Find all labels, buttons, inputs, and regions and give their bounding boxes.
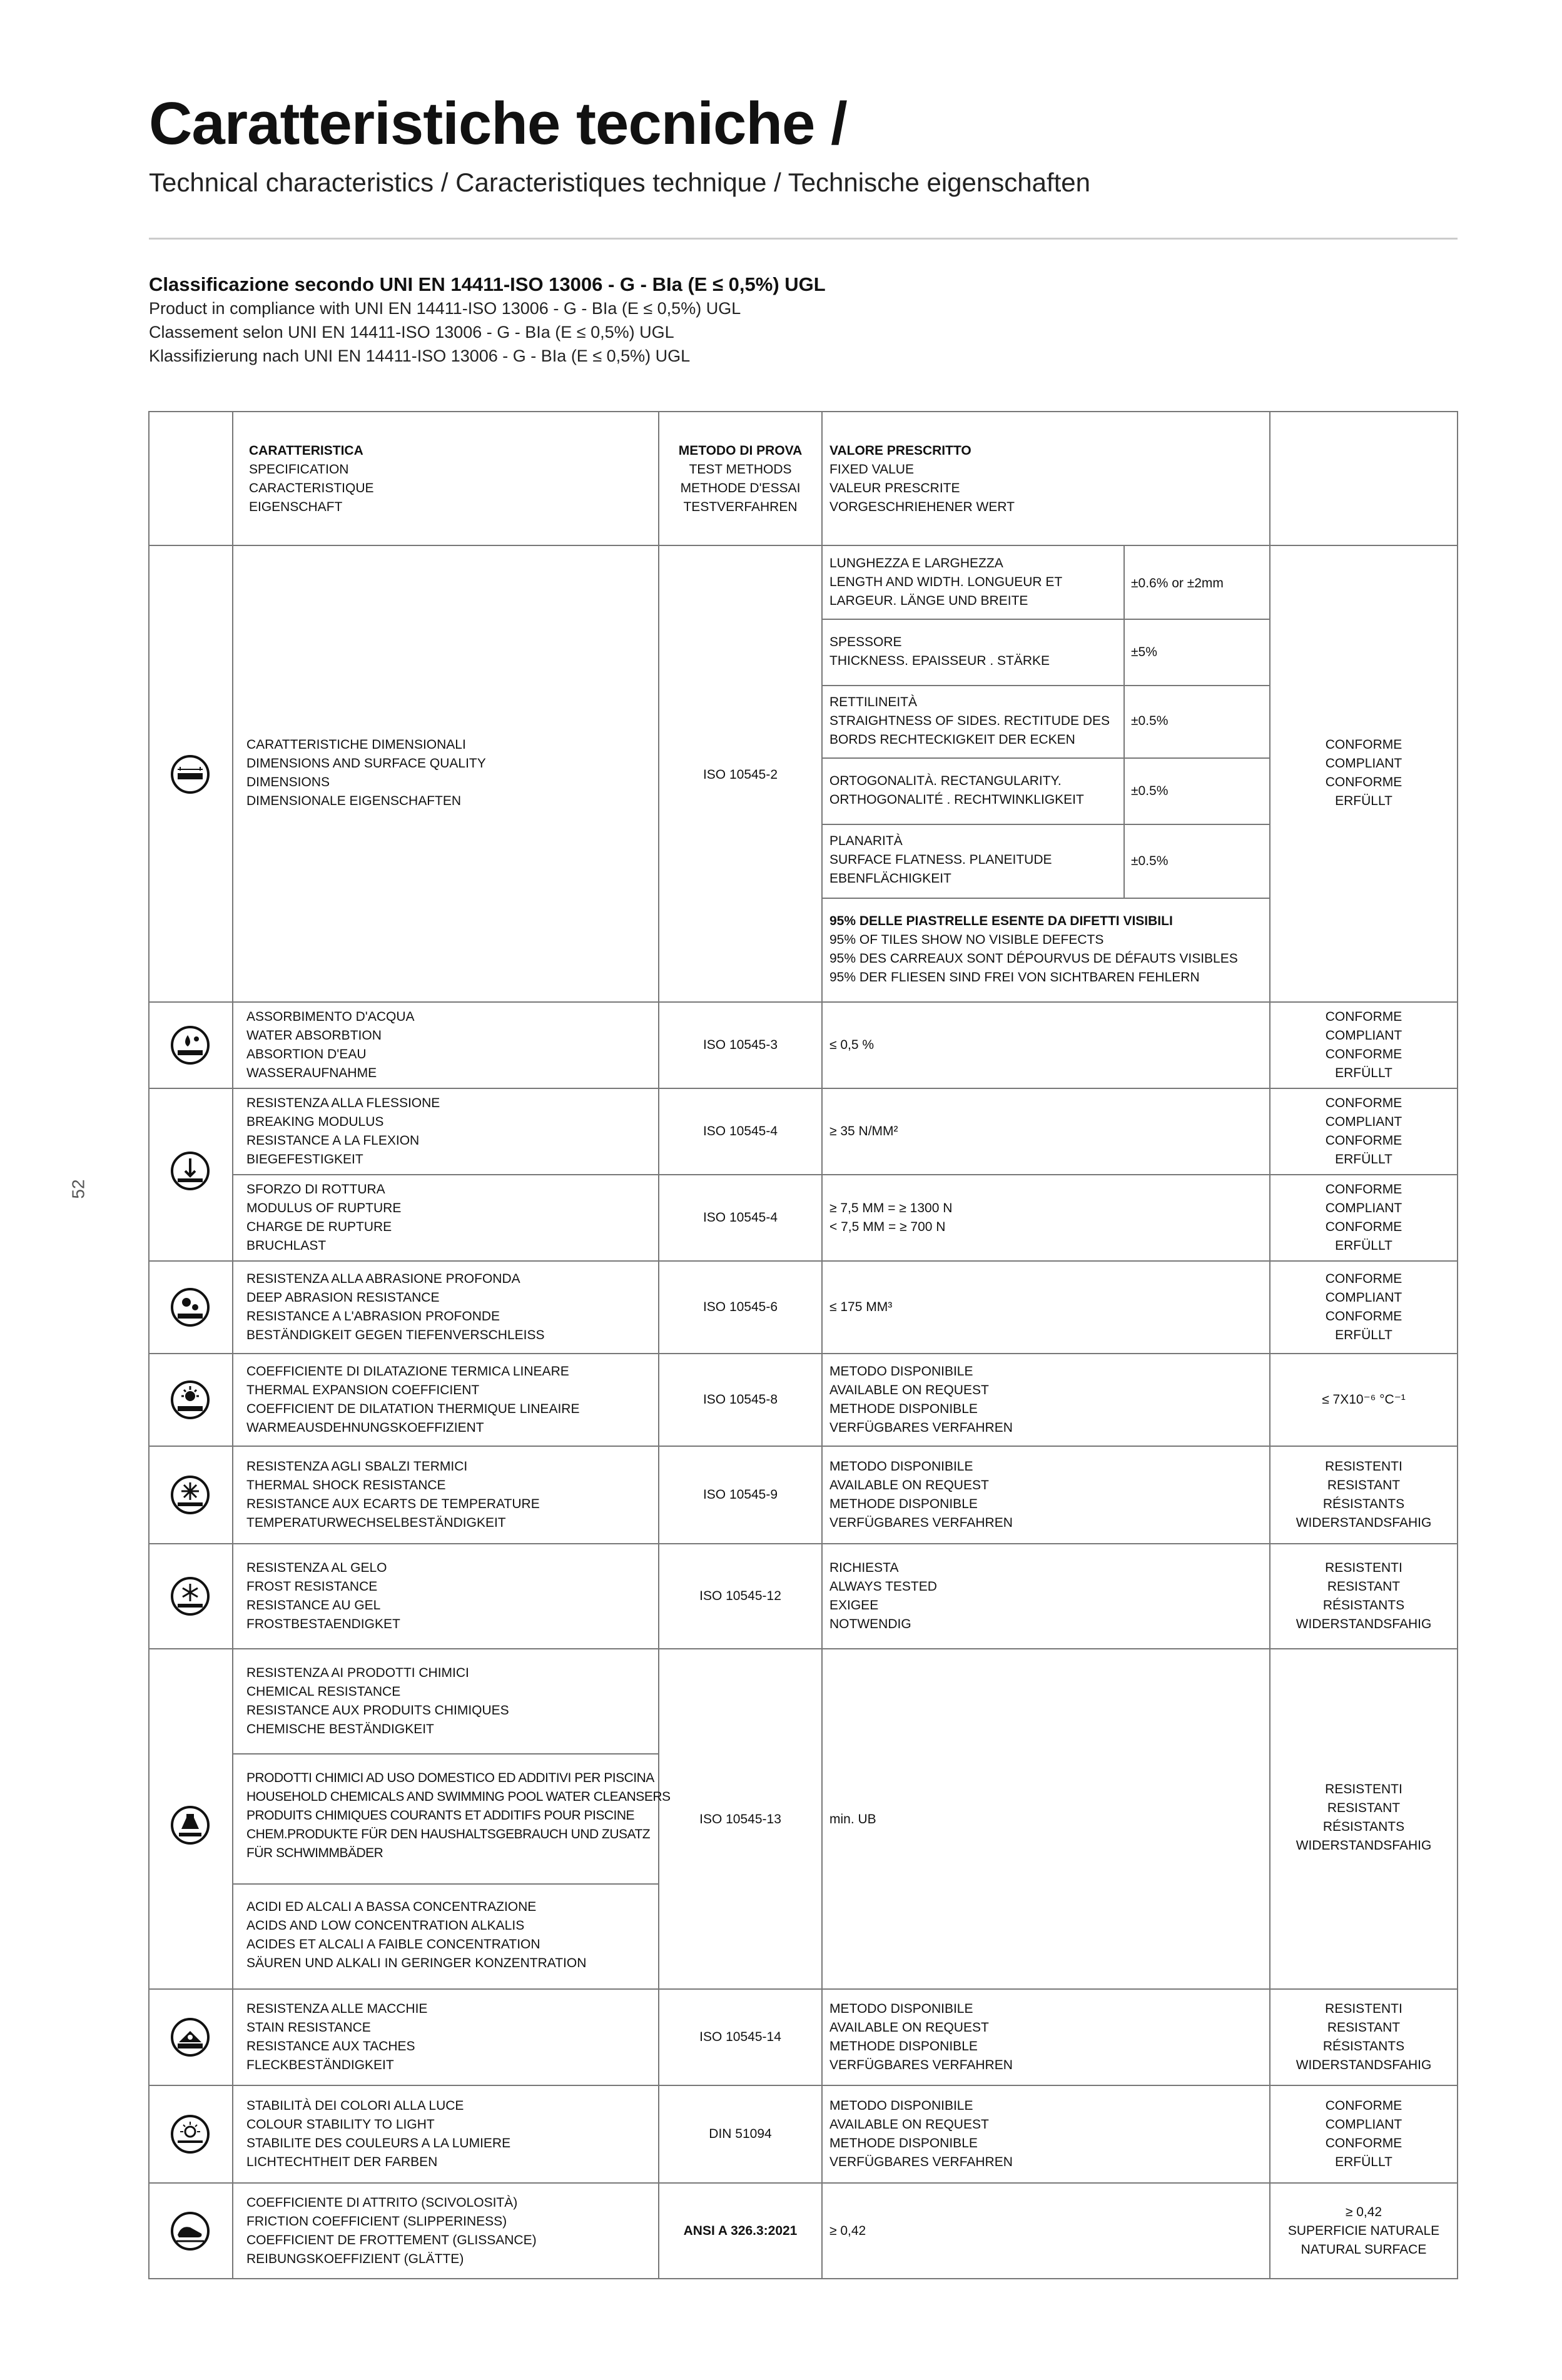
spec-line: PRODOTTI CHIMICI AD USO DOMESTICO ED ADDITIVI PER PISCINA — [246, 1771, 654, 1785]
row-spec-line: MODULUS OF RUPTURE — [246, 1201, 402, 1215]
row-method: ISO 10545-4 — [702, 1210, 778, 1225]
chemical-block-1 — [246, 1664, 509, 1739]
row-value — [829, 1122, 898, 1141]
chemical-flask-icon — [170, 1805, 210, 1845]
row-result-line: ERFÜLLT — [1335, 2155, 1392, 2169]
row-value-line: METHODE DISPONIBLE — [829, 2039, 978, 2053]
row-spec-line: RESISTANCE AUX ECARTS DE TEMPERATURE — [246, 1497, 540, 1511]
row-result — [1270, 2203, 1458, 2259]
row-value-line: AVAILABLE ON REQUEST — [829, 2117, 989, 2132]
row-spec-line: WATER ABSORBTION — [246, 1028, 382, 1043]
subrow-flatness-value: ±0.5% — [1131, 854, 1169, 868]
row-result-line: ERFÜLLT — [1335, 1238, 1392, 1253]
row-result-line: CONFORME — [1325, 1309, 1402, 1324]
dimensional-spec — [246, 736, 486, 811]
defects-line: 95% DER FLIESEN SIND FREI VON SICHTBAREN FEHLERN — [829, 970, 1200, 985]
defects-line: 95% DES CARREAUX SONT DÉPOURVUS DE DÉFAUTS VISIBLES — [829, 951, 1238, 966]
row-value-line: METODO DISPONIBILE — [829, 2099, 973, 2113]
row-spec-line: RESISTANCE AU GEL — [246, 1598, 381, 1613]
row-result-line: SUPERFICIE NATURALE — [1287, 2223, 1440, 2238]
label-line: ORTHOGONALITÉ . RECHTWINKLIGKEIT — [829, 792, 1084, 807]
header-method-label: METHODE D'ESSAI — [680, 481, 801, 495]
row-value-line: METODO DISPONIBILE — [829, 1364, 973, 1379]
row-result-line: COMPLIANT — [1325, 1115, 1402, 1129]
row-spec-line: FROSTBESTAENDIGKET — [246, 1617, 400, 1631]
result-line: RESISTANT — [1327, 1801, 1401, 1815]
row-result-line: CONFORME — [1325, 1133, 1402, 1148]
row-spec-line: FROST RESISTANCE — [246, 1579, 378, 1594]
spec-line: PRODUITS CHIMIQUES COURANTS ET ADDITIFS POUR PISCINE — [246, 1808, 635, 1823]
row-spec-line: RESISTANCE A L'ABRASION PROFONDE — [246, 1309, 500, 1324]
row-result — [1270, 2097, 1458, 2172]
row-spec-line: RESISTENZA ALLA FLESSIONE — [246, 1096, 440, 1110]
header-method-label: TEST METHODS — [689, 462, 792, 477]
row-value-line: AVAILABLE ON REQUEST — [829, 2020, 989, 2035]
subrow-straightness-value: ±0.5% — [1131, 714, 1169, 728]
row-value-line: AVAILABLE ON REQUEST — [829, 1478, 989, 1492]
row-value — [829, 1457, 1013, 1532]
row-value-line: METHODE DISPONIBLE — [829, 1497, 978, 1511]
water-drops-icon — [170, 1025, 210, 1065]
row-spec-line: LICHTECHTHEIT DER FARBEN — [246, 2155, 438, 2169]
label-line: PLANARITÀ — [829, 834, 903, 848]
subrow-thickness-value: ±5% — [1131, 645, 1157, 659]
result-line: WIDERSTANDSFAHIG — [1296, 1838, 1432, 1853]
row-method: ISO 10545-4 — [702, 1124, 778, 1138]
row-value-line: METHODE DISPONIBLE — [829, 1402, 978, 1416]
row-result-line: WIDERSTANDSFAHIG — [1296, 1516, 1432, 1530]
row-result-line: COMPLIANT — [1325, 1201, 1402, 1215]
row-spec — [246, 2194, 537, 2269]
row-value — [829, 2097, 1013, 2172]
row-result — [1270, 1094, 1458, 1169]
row-value-line: VERFÜGBARES VERFAHREN — [829, 2058, 1013, 2072]
row-spec-line: ASSORBIMENTO D'ACQUA — [246, 1010, 415, 1024]
row-result-line: ≤ 7X10⁻⁶ °C⁻¹ — [1322, 1392, 1406, 1407]
row-spec-line: RESISTENZA ALLE MACCHIE — [246, 2002, 428, 2016]
thermal-sun-icon — [170, 1380, 210, 1420]
row-spec-line: RESISTENZA AL GELO — [246, 1561, 387, 1575]
row-result — [1270, 1457, 1458, 1532]
row-value — [829, 1298, 892, 1317]
row-value-line: ≤ 0,5 % — [829, 1038, 875, 1052]
row-value — [829, 1362, 1013, 1437]
row-spec-line: WASSERAUFNAHME — [246, 1066, 377, 1080]
row-spec — [246, 1559, 400, 1634]
abrasion-gear-icon — [170, 1287, 210, 1327]
row-spec-line: RESISTENZA ALLA ABRASIONE PROFONDA — [246, 1272, 520, 1286]
row-value-line: NOTWENDIG — [829, 1617, 911, 1631]
header-value-label: VORGESCHRIEHENER WERT — [829, 500, 1015, 514]
row-result — [1270, 2000, 1458, 2075]
label-line: RETTILINEITÀ — [829, 695, 918, 709]
row-result-line: ERFÜLLT — [1335, 1328, 1392, 1342]
chemical-block-3 — [246, 1898, 586, 1973]
row-result — [1270, 1180, 1458, 1255]
row-spec-line: BIEGEFESTIGKEIT — [246, 1152, 363, 1167]
result-line: RESISTENTI — [1325, 1782, 1402, 1796]
row-value-line: ≥ 7,5 MM = ≥ 1300 N — [829, 1201, 953, 1215]
row-result-line: CONFORME — [1325, 1010, 1402, 1024]
result-line: CONFORME — [1325, 737, 1402, 752]
spec-line: CARATTERISTICHE DIMENSIONALI — [246, 737, 466, 752]
result-line: COMPLIANT — [1325, 756, 1402, 771]
row-value-line: METHODE DISPONIBLE — [829, 2136, 978, 2150]
snowflake-icon — [170, 1576, 210, 1616]
row-result-line: RÉSISTANTS — [1322, 1497, 1405, 1511]
row-result — [1270, 1390, 1458, 1409]
subrow-straightness-label — [829, 693, 1110, 749]
spec-line: RESISTENZA AI PRODOTTI CHIMICI — [246, 1666, 469, 1680]
slip-shoe-icon — [170, 2211, 210, 2251]
row-spec — [246, 2000, 427, 2075]
row-value-line: EXIGEE — [829, 1598, 879, 1613]
spec-line: DIMENSIONS — [246, 775, 330, 789]
result-line: CONFORME — [1325, 775, 1402, 789]
header-spec-label: EIGENSCHAFT — [249, 500, 343, 514]
stain-icon — [170, 2017, 210, 2057]
row-spec — [246, 1457, 540, 1532]
row-spec-line: FLECKBESTÄNDIGKEIT — [246, 2058, 394, 2072]
label-line: ORTOGONALITÀ. RECTANGULARITY. — [829, 774, 1062, 788]
row-result-line: ERFÜLLT — [1335, 1066, 1392, 1080]
row-result-line: CONFORME — [1325, 2136, 1402, 2150]
spec-line: ACIDS AND LOW CONCENTRATION ALKALIS — [246, 1918, 525, 1933]
row-spec-line: THERMAL SHOCK RESISTANCE — [246, 1478, 446, 1492]
spec-line: FÜR SCHWIMMBÄDER — [246, 1846, 383, 1860]
row-value — [829, 2222, 866, 2241]
row-result-line: COMPLIANT — [1325, 2117, 1402, 2132]
spec-line: ACIDES ET ALCALI A FAIBLE CONCENTRATION — [246, 1937, 540, 1952]
label-line: THICKNESS. EPAISSEUR . STÄRKE — [829, 654, 1050, 668]
row-spec-line: RESISTANCE A LA FLEXION — [246, 1133, 420, 1148]
light-sun-icon — [170, 2114, 210, 2154]
header-method — [659, 442, 822, 517]
classification-line: Classement selon UNI EN 14411-ISO 13006 - G - BIa (E ≤ 0,5%) UGL — [149, 323, 674, 342]
row-method: ISO 10545-9 — [702, 1487, 778, 1502]
row-value — [829, 1199, 952, 1237]
page-number: 52 — [68, 1179, 88, 1199]
row-value-line: METODO DISPONIBILE — [829, 2002, 973, 2016]
row-value-line: < 7,5 MM = ≥ 700 N — [829, 1220, 946, 1234]
row-method: ISO 10545-12 — [699, 1589, 781, 1603]
label-line: SPESSORE — [829, 635, 902, 649]
row-value — [829, 1559, 937, 1634]
row-spec-line: COEFFICIENTE DI DILATAZIONE TERMICA LINEARE — [246, 1364, 569, 1379]
header-spec — [249, 442, 374, 517]
result-line: RÉSISTANTS — [1322, 1820, 1405, 1834]
row-result-line: CONFORME — [1325, 1272, 1402, 1286]
subrow-length-label — [829, 554, 1062, 610]
header-value-label: VALORE PRESCRITTO — [829, 443, 971, 458]
subrow-rectangularity-label — [829, 772, 1084, 809]
row-spec-line: DEEP ABRASION RESISTANCE — [246, 1290, 440, 1305]
label-line: LARGEUR. LÄNGE UND BREITE — [829, 594, 1028, 608]
row-result-line: RESISTENTI — [1325, 2002, 1402, 2016]
dimensional-result — [1270, 736, 1458, 811]
row-value-line: VERFÜGBARES VERFAHREN — [829, 2155, 1013, 2169]
row-spec-line: BREAKING MODULUS — [246, 1115, 384, 1129]
row-spec-line: BRUCHLAST — [246, 1238, 327, 1253]
row-result-line: RESISTANT — [1327, 1478, 1401, 1492]
row-value-line: ≤ 175 MM³ — [829, 1300, 893, 1314]
spec-line: CHEMISCHE BESTÄNDIGKEIT — [246, 1722, 434, 1736]
row-value — [829, 1036, 874, 1055]
row-spec — [246, 1180, 401, 1255]
row-result-line: WIDERSTANDSFAHIG — [1296, 1617, 1432, 1631]
label-line: LUNGHEZZA E LARGHEZZA — [829, 556, 1003, 570]
row-result-line: COMPLIANT — [1325, 1290, 1402, 1305]
row-spec-line: COEFFICIENT DE FROTTEMENT (GLISSANCE) — [246, 2232, 537, 2247]
row-result — [1270, 1008, 1458, 1083]
subrow-rectangularity-value: ±0.5% — [1131, 784, 1169, 798]
row-spec-line: BESTÄNDIGKEIT GEGEN TIEFENVERSCHLEISS — [246, 1328, 545, 1342]
row-result-line: RESISTENTI — [1325, 1459, 1402, 1474]
row-spec-line: THERMAL EXPANSION COEFFICIENT — [246, 1383, 480, 1397]
row-result-line: CONFORME — [1325, 1220, 1402, 1234]
header-value — [829, 442, 1015, 517]
spec-line: HOUSEHOLD CHEMICALS AND SWIMMING POOL WATER CLEANSERS — [246, 1790, 671, 1804]
spec-line: ACIDI ED ALCALI A BASSA CONCENTRAZIONE — [246, 1900, 537, 1914]
row-spec-line: RESISTANCE AUX TACHES — [246, 2039, 415, 2053]
label-line: STRAIGHTNESS OF SIDES. RECTITUDE DES — [829, 714, 1110, 728]
label-line: SURFACE FLATNESS. PLANEITUDE — [829, 853, 1052, 867]
spec-line: CHEM.PRODUKTE FÜR DEN HAUSHALTSGEBRAUCH UND ZUSATZ — [246, 1827, 651, 1841]
row-spec-line: SFORZO DI ROTTURA — [246, 1182, 385, 1197]
header-spec-label: SPECIFICATION — [249, 462, 349, 477]
row-result-line: RESISTENTI — [1325, 1561, 1402, 1575]
row-spec-line: COLOUR STABILITY TO LIGHT — [246, 2117, 435, 2132]
row-result-line: RESISTANT — [1327, 2020, 1401, 2035]
row-spec-line: STAIN RESISTANCE — [246, 2020, 371, 2035]
defects-note — [829, 912, 1238, 987]
ruler-tile-icon — [170, 754, 210, 794]
row-result — [1270, 1270, 1458, 1345]
spec-line: CHEMICAL RESISTANCE — [246, 1684, 401, 1699]
chemical-method: ISO 10545-13 — [699, 1812, 781, 1826]
page-subtitle: Technical characteristics / Caracteristiques technique / Technische eigenschaften — [149, 168, 1091, 197]
row-method: ISO 10545-3 — [702, 1038, 778, 1052]
row-spec-line: TEMPERATURWECHSELBESTÄNDIGKEIT — [246, 1516, 506, 1530]
row-value-line: ≥ 35 N/MM² — [829, 1124, 898, 1138]
classification-line: Product in compliance with UNI EN 14411-ISO 13006 - G - BIa (E ≤ 0,5%) UGL — [149, 299, 741, 318]
row-spec-line: WARMEAUSDEHNUNGSKOEFFIZIENT — [246, 1420, 484, 1435]
row-value-line: RICHIESTA — [829, 1561, 899, 1575]
row-result-line: RÉSISTANTS — [1322, 2039, 1405, 2053]
thermal-shock-icon — [170, 1475, 210, 1515]
row-value-line: AVAILABLE ON REQUEST — [829, 1383, 989, 1397]
label-line: EBENFLÄCHIGKEIT — [829, 871, 951, 886]
row-value-line: VERFÜGBARES VERFAHREN — [829, 1420, 1013, 1435]
row-value-line: VERFÜGBARES VERFAHREN — [829, 1516, 1013, 1530]
subrow-thickness-label — [829, 633, 1050, 671]
spec-line: RESISTANCE AUX PRODUITS CHIMIQUES — [246, 1703, 509, 1718]
row-method: ISO 10545-8 — [702, 1392, 778, 1407]
row-result-line: CONFORME — [1325, 2099, 1402, 2113]
row-method: DIN 51094 — [709, 2127, 772, 2141]
row-spec-line: CHARGE DE RUPTURE — [246, 1220, 392, 1234]
row-result-line: CONFORME — [1325, 1047, 1402, 1061]
row-spec — [246, 2097, 510, 2172]
row-spec — [246, 1270, 545, 1345]
page-title: Caratteristiche tecniche / — [149, 90, 847, 157]
row-spec-line: FRICTION COEFFICIENT (SLIPPERINESS) — [246, 2214, 507, 2229]
label-line: LENGTH AND WIDTH. LONGUEUR ET — [829, 575, 1063, 589]
row-method: ISO 10545-14 — [699, 2030, 781, 2044]
row-result-line: ERFÜLLT — [1335, 1152, 1392, 1167]
row-spec-line: RESISTENZA AGLI SBALZI TERMICI — [246, 1459, 468, 1474]
row-spec-line: STABILITÀ DEI COLORI ALLA LUCE — [246, 2099, 464, 2113]
defects-line: 95% DELLE PIASTRELLE ESENTE DA DIFETTI VISIBILI — [829, 914, 1173, 928]
classification-line: Klassifizierung nach UNI EN 14411-ISO 13006 - G - BIa (E ≤ 0,5%) UGL — [149, 347, 691, 365]
header-method-label: METODO DI PROVA — [678, 443, 803, 458]
header-value-label: VALEUR PRESCRITE — [829, 481, 960, 495]
row-result-line: NATURAL SURFACE — [1301, 2242, 1427, 2257]
row-result-line: WIDERSTANDSFAHIG — [1296, 2058, 1432, 2072]
row-spec-line: STABILITE DES COULEURS A LA LUMIERE — [246, 2136, 511, 2150]
row-spec-line: COEFFICIENT DE DILATATION THERMIQUE LINEAIRE — [246, 1402, 580, 1416]
header-value-label: FIXED VALUE — [829, 462, 914, 477]
result-line: ERFÜLLT — [1335, 794, 1392, 808]
row-spec-line: REIBUNGSKOEFFIZIENT (GLÄTTE) — [246, 2251, 464, 2266]
header-spec-label: CARACTERISTIQUE — [249, 481, 374, 495]
row-result-line: ≥ 0,42 — [1345, 2204, 1382, 2219]
subrow-length-value: ±0.6% or ±2mm — [1131, 576, 1224, 590]
row-value — [829, 2000, 1013, 2075]
label-line: BORDS RECHTECKIGKEIT DER ECKEN — [829, 732, 1075, 747]
spec-line: SÄUREN UND ALKALI IN GERINGER KONZENTRATION — [246, 1956, 587, 1970]
chemical-block-2 — [246, 1769, 671, 1863]
row-result-line: RÉSISTANTS — [1322, 1598, 1405, 1613]
chemical-value: min. UB — [829, 1812, 876, 1826]
row-value-line: ALWAYS TESTED — [829, 1579, 937, 1594]
row-value-line: ≥ 0,42 — [829, 2223, 866, 2238]
row-result-line: COMPLIANT — [1325, 1028, 1402, 1043]
dimensional-method: ISO 10545-2 — [702, 767, 778, 782]
spec-line: DIMENSIONS AND SURFACE QUALITY — [246, 756, 486, 771]
spec-line: DIMENSIONALE EIGENSCHAFTEN — [246, 794, 462, 808]
header-spec-label: CARATTERISTICA — [249, 443, 363, 458]
row-spec-line: COEFFICIENTE DI ATTRITO (SCIVOLOSITÀ) — [246, 2195, 518, 2210]
row-spec — [246, 1362, 579, 1437]
row-spec — [246, 1008, 415, 1083]
row-result — [1270, 1559, 1458, 1634]
header-method-label: TESTVERFAHREN — [683, 500, 798, 514]
defects-line: 95% OF TILES SHOW NO VISIBLE DEFECTS — [829, 933, 1104, 947]
row-method: ISO 10545-6 — [702, 1300, 778, 1314]
row-spec — [246, 1094, 440, 1169]
row-value-line: METODO DISPONIBILE — [829, 1459, 973, 1474]
subrow-flatness-label — [829, 832, 1052, 888]
row-method: ANSI A 326.3:2021 — [683, 2223, 798, 2238]
chemical-result — [1270, 1780, 1458, 1855]
classification-heading: Classificazione secondo UNI EN 14411-ISO 13006 - G - BIa (E ≤ 0,5%) UGL — [149, 273, 826, 295]
row-result-line: CONFORME — [1325, 1096, 1402, 1110]
row-spec-line: ABSORTION D'EAU — [246, 1047, 367, 1061]
row-result-line: RESISTANT — [1327, 1579, 1401, 1594]
row-result-line: CONFORME — [1325, 1182, 1402, 1197]
flexion-arrow-icon — [170, 1151, 210, 1191]
